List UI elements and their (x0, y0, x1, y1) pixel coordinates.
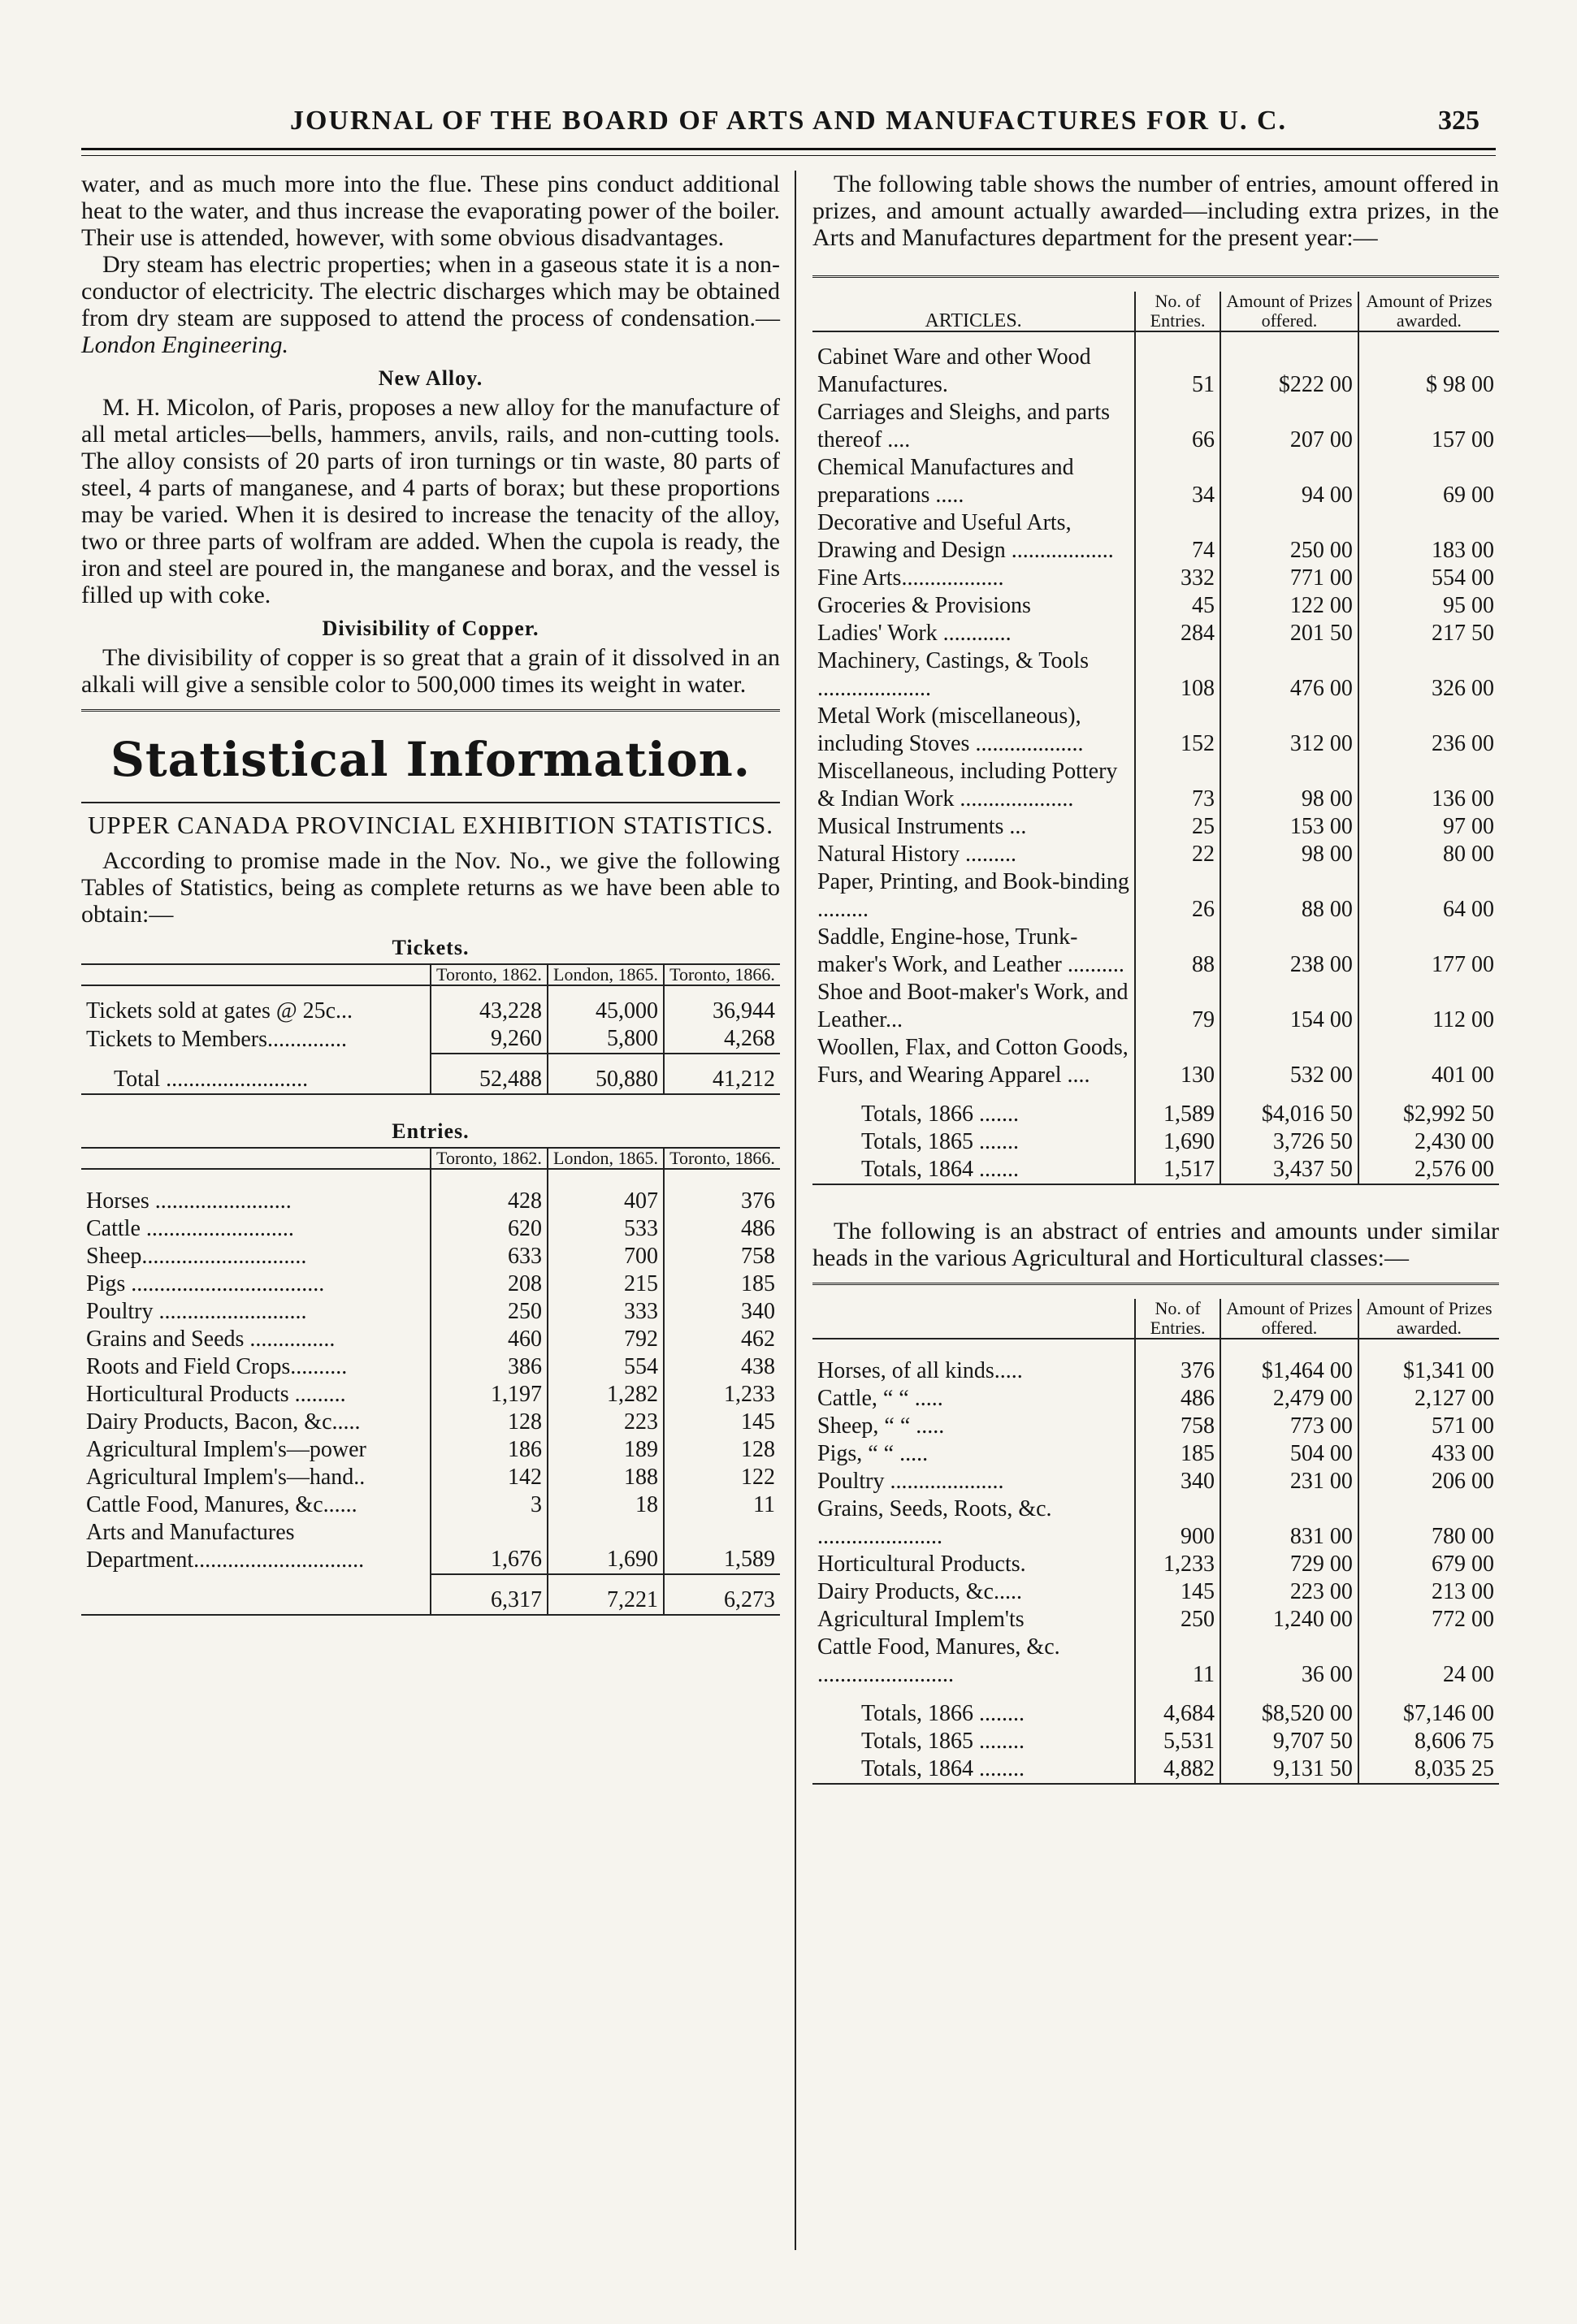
cell-value: 215 (548, 1270, 664, 1298)
cell-value: 154 00 (1220, 979, 1358, 1034)
steam-paragraph: water, and as much more into the flue. These pins conduct additional heat to the water, and thus increase the evaporating power of the boiler. Their use is attended, however, with some obvious disadvantages. (81, 171, 780, 251)
table-row (81, 1436, 780, 1464)
table-row (812, 813, 1499, 841)
cell-value: 185 (741, 1271, 775, 1296)
table-row (812, 1606, 1499, 1634)
cell-value: $1,341 00 (1403, 1358, 1494, 1383)
agri-table (812, 1299, 1499, 1785)
cell-value: 407 (548, 1188, 664, 1215)
cell-value: 1,676 (431, 1519, 548, 1574)
cell-value: 620 (431, 1215, 548, 1243)
table-row (812, 1357, 1499, 1385)
cell-value: 8,606 75 (1415, 1729, 1494, 1754)
cell-value: 36 00 (1220, 1634, 1358, 1689)
row-label: Fine Arts.................. (812, 565, 1135, 592)
cell-value: 504 00 (1220, 1440, 1358, 1468)
cell-value: 45 (1135, 592, 1220, 620)
cell-value: 250 (1135, 1606, 1220, 1634)
exhibition-heading: UPPER CANADA PROVINCIAL EXHIBITION STATISTICS. (87, 811, 774, 839)
cell-value: 3,726 50 (1220, 1128, 1358, 1156)
cell-value: $7,146 00 (1403, 1701, 1494, 1726)
row-label: Groceries & Provisions (812, 592, 1135, 620)
table-row (812, 868, 1499, 924)
cell-value: 1,240 00 (1220, 1606, 1358, 1634)
cell-value: 26 (1135, 868, 1220, 924)
table-row (81, 1381, 780, 1409)
cell-value: 476 00 (1220, 647, 1358, 703)
cell-value: 88 00 (1220, 868, 1358, 924)
row-label: Ladies' Work ............ (812, 620, 1135, 647)
row-label: Agricultural Implem's—power (81, 1436, 431, 1464)
cell-value: $222 00 (1220, 344, 1358, 399)
agri-intro: The following is an abstract of entries and amounts under similar heads in the various Agricultural and Horticultural classes:— (812, 1218, 1499, 1271)
cell-value: 79 (1135, 979, 1220, 1034)
cell-value: 25 (1135, 813, 1220, 841)
cell-value: $2,992 50 (1403, 1101, 1494, 1127)
col-header: Toronto, 1862. (431, 1148, 548, 1169)
cell-value: 1,197 (431, 1381, 548, 1409)
total-row (812, 1101, 1499, 1128)
arts-intro: The following table shows the number of entries, amount offered in prizes, and amount actually awarded—including extra prizes, in the Arts and Manufactures department for the present year:— (812, 171, 1499, 251)
cell-value: 428 (431, 1188, 548, 1215)
total-row (812, 1128, 1499, 1156)
cell-value: 792 (548, 1326, 664, 1353)
cell-value: 1,690 (548, 1519, 664, 1574)
cell-value: $8,520 00 (1220, 1700, 1358, 1728)
table-row: Tickets sold at gates @ 25c... 43,228 45,000 36,944 (81, 998, 780, 1025)
cell-value: 206 00 (1432, 1469, 1494, 1494)
cell-value: 2,127 00 (1415, 1386, 1494, 1411)
row-label: Woollen, Flax, and Cotton Goods, Furs, and Wearing Apparel .... (812, 1034, 1135, 1089)
cell-value: 772 00 (1432, 1607, 1494, 1632)
total-row (812, 1728, 1499, 1755)
entries-header-row (81, 1148, 780, 1169)
table-row (812, 979, 1499, 1034)
cell-value: 185 (1135, 1440, 1220, 1468)
cell-value: 532 00 (1220, 1034, 1358, 1089)
cell-value: 332 (1135, 565, 1220, 592)
cell-value: 460 (431, 1326, 548, 1353)
row-label: Agricultural Implem'ts (812, 1606, 1135, 1634)
row-label: Carriages and Sleighs, and parts thereof .... (812, 399, 1135, 454)
row-label: Pigs .................................. (81, 1270, 431, 1298)
cell-value: 1,690 (1135, 1128, 1220, 1156)
arts-table (812, 292, 1499, 1185)
row-label: Horses ........................ (81, 1188, 431, 1215)
cell-value: 554 (548, 1353, 664, 1381)
cell-value: 633 (431, 1243, 548, 1270)
cell-value: 128 (741, 1437, 775, 1462)
cell-value: $4,016 50 (1220, 1101, 1358, 1128)
header-rule (81, 148, 1496, 156)
cell-value: 1,233 (724, 1382, 775, 1407)
cell-value: 284 (1135, 620, 1220, 647)
cell-value: 9,131 50 (1220, 1755, 1358, 1784)
cell-value: 208 (431, 1270, 548, 1298)
cell-value: 142 (431, 1464, 548, 1491)
total-row (812, 1156, 1499, 1184)
cell-value: 94 00 (1220, 454, 1358, 509)
cell-value: 186 (431, 1436, 548, 1464)
cell-value: 533 (548, 1215, 664, 1243)
cell-value: 80 00 (1443, 842, 1494, 867)
cell-value: 700 (548, 1243, 664, 1270)
table-row (812, 647, 1499, 703)
cell-value: 22 (1135, 841, 1220, 868)
row-label: Totals, 1866 ........ (812, 1700, 1135, 1728)
row-label: Dairy Products, Bacon, &c..... (81, 1409, 431, 1436)
row-label: Pigs, “ “ ..... (812, 1440, 1135, 1468)
section-title: Statistical Information. (110, 732, 751, 787)
row-label: Saddle, Engine-hose, Trunk-maker's Work, and Leather .......... (812, 924, 1135, 979)
entries-table (81, 1147, 780, 1616)
cell-value: 2,430 00 (1415, 1129, 1494, 1154)
cell-value: 5,531 (1135, 1728, 1220, 1755)
right-column (812, 171, 1499, 1785)
row-label: Shoe and Boot-maker's Work, and Leather... (812, 979, 1135, 1034)
cell-value: 231 00 (1220, 1468, 1358, 1495)
cell-value: 122 00 (1220, 592, 1358, 620)
cell-value: 4,684 (1135, 1700, 1220, 1728)
table-row (812, 592, 1499, 620)
cell-value: 69 00 (1443, 483, 1494, 508)
cell-value: 3,437 50 (1220, 1156, 1358, 1184)
row-label: Natural History ......... (812, 841, 1135, 868)
row-label: Totals, 1866 ....... (812, 1101, 1135, 1128)
cell-value: 238 00 (1220, 924, 1358, 979)
cell-value: 157 00 (1432, 427, 1494, 452)
row-label: Arts and Manufactures Department.............................. (81, 1519, 431, 1574)
row-label: Sheep, “ “ ..... (812, 1413, 1135, 1440)
row-label: Machinery, Castings, & Tools .................... (812, 647, 1135, 703)
cell-value: 250 (431, 1298, 548, 1326)
cell-value: 571 00 (1432, 1413, 1494, 1439)
table-row: Tickets to Members.............. 9,260 5,800 4,268 (81, 1025, 780, 1054)
table-row (812, 1413, 1499, 1440)
cell-value: 136 00 (1432, 786, 1494, 811)
table-row (812, 344, 1499, 399)
table-row (812, 1634, 1499, 1689)
agri-header-row: No. of Entries. Amount of Prizes offered. Amount of Prizes awarded. (812, 1299, 1499, 1339)
row-label: Cattle Food, Manures, &c...... (81, 1491, 431, 1519)
alloy-paragraph: M. H. Micolon, of Paris, proposes a new alloy for the manufacture of all metal articles—bells, hammers, anvils, rails, and non-cutting tools. The alloy consists of 20 parts of iron turnings or tin waste, 80 parts of steel, 4 parts of manganese, and 4 parts of borax; but these proportions may be varied. When it is desired to increase the tenacity of the alloy, two or three parts of wolfram are added. When the cupola is ready, the iron and steel are poured in, the manganese and borax, and the vessel is filled up with coke. (81, 394, 780, 608)
cell-value: 189 (548, 1436, 664, 1464)
total-row (812, 1700, 1499, 1728)
row-label: Totals, 1865 ....... (812, 1128, 1135, 1156)
cell-value: 145 (741, 1409, 775, 1435)
col-header: Toronto, 1862. (431, 964, 548, 985)
row-label: Poultry .................... (812, 1468, 1135, 1495)
cell-value: 2,479 00 (1220, 1385, 1358, 1413)
total-row: 6,317 7,221 6,273 (81, 1574, 780, 1615)
cell-value: 24 00 (1443, 1662, 1494, 1687)
row-label: Cattle, “ “ ..... (812, 1385, 1135, 1413)
cell-value: 462 (741, 1326, 775, 1352)
row-label: Grains and Seeds ............... (81, 1326, 431, 1353)
cell-value: 758 (1135, 1413, 1220, 1440)
cell-value: 74 (1135, 509, 1220, 565)
cell-value: 250 00 (1220, 509, 1358, 565)
new-alloy-heading: New Alloy. (378, 366, 483, 390)
cell-value: 729 00 (1220, 1551, 1358, 1578)
row-label: Dairy Products, &c..... (812, 1578, 1135, 1606)
row-label: Miscellaneous, including Pottery & Indian Work .................... (812, 758, 1135, 813)
total-row (812, 1755, 1499, 1784)
cell-value: 122 (741, 1465, 775, 1490)
cell-value: 207 00 (1220, 399, 1358, 454)
row-label: Grains, Seeds, Roots, &c. ...................... (812, 1495, 1135, 1551)
cell-value: 831 00 (1220, 1495, 1358, 1551)
journal-title: JOURNAL OF THE BOARD OF ARTS AND MANUFACTURES FOR U. C. (289, 106, 1288, 136)
cell-value: 4,882 (1135, 1755, 1220, 1784)
tickets-table (81, 963, 780, 1095)
row-label: Metal Work (miscellaneous), including Stoves ................... (812, 703, 1135, 758)
cell-value: 1,589 (1135, 1101, 1220, 1128)
cell-value: 64 00 (1443, 897, 1494, 922)
cell-value: 1,233 (1135, 1551, 1220, 1578)
table-row (812, 1578, 1499, 1606)
cell-value: 679 00 (1432, 1551, 1494, 1577)
cell-value: 386 (431, 1353, 548, 1381)
table-row (812, 924, 1499, 979)
cell-value: 128 (431, 1409, 548, 1436)
cell-value: $ 98 00 (1426, 372, 1494, 397)
cell-value: $1,464 00 (1220, 1357, 1358, 1385)
cell-value: 51 (1135, 344, 1220, 399)
col-header: London, 1865. (548, 1148, 664, 1169)
row-label: Horticultural Products ......... (81, 1381, 431, 1409)
col-header: London, 1865. (548, 964, 664, 985)
cell-value: 333 (548, 1298, 664, 1326)
table-row (81, 1298, 780, 1326)
row-label: Poultry .......................... (81, 1298, 431, 1326)
cell-value: 486 (741, 1216, 775, 1241)
row-label: Totals, 1864 ....... (812, 1156, 1135, 1184)
cell-value: 433 00 (1432, 1441, 1494, 1466)
cell-value: 401 00 (1432, 1062, 1494, 1088)
cell-value: 73 (1135, 758, 1220, 813)
table-row (81, 1353, 780, 1381)
source-citation: London Engineering. (81, 331, 288, 358)
copper-paragraph: The divisibility of copper is so great that a grain of it dissolved in an alkali will give a sensible color to 500,000 times its weight in water. (81, 644, 780, 698)
cell-value: 1,589 (724, 1547, 775, 1572)
arts-header-row: ARTICLES. No. of Entries. Amount of Prizes offered. Amount of Prizes awarded. (812, 292, 1499, 331)
cell-value: 340 (741, 1299, 775, 1324)
table-row (812, 565, 1499, 592)
cell-value: 88 (1135, 924, 1220, 979)
table-row (812, 1034, 1499, 1089)
cell-value: 152 (1135, 703, 1220, 758)
table-row (81, 1519, 780, 1574)
row-label: Decorative and Useful Arts, Drawing and Design .................. (812, 509, 1135, 565)
cell-value: 3 (431, 1491, 548, 1519)
row-label: Cabinet Ware and other Wood Manufactures. (812, 344, 1135, 399)
cell-value: 213 00 (1432, 1579, 1494, 1604)
cell-value: 95 00 (1443, 593, 1494, 618)
cell-value: 312 00 (1220, 703, 1358, 758)
cell-value: 130 (1135, 1034, 1220, 1089)
table-row (812, 841, 1499, 868)
table-row (81, 1409, 780, 1436)
row-label: Horticultural Products. (812, 1551, 1135, 1578)
table-row (812, 620, 1499, 647)
statistics-intro: According to promise made in the Nov. No., we give the following Tables of Statistics, being as complete returns as we have been able to obtain:— (81, 847, 780, 928)
entries-heading: Entries. (392, 1119, 470, 1143)
cell-value: 773 00 (1220, 1413, 1358, 1440)
row-label: Paper, Printing, and Book-binding ......... (812, 868, 1135, 924)
column-divider (795, 171, 796, 2250)
page-header (0, 106, 1577, 146)
table-row (81, 1491, 780, 1519)
dry-steam-paragraph (81, 251, 780, 358)
table-row (812, 703, 1499, 758)
cell-value: 98 00 (1220, 841, 1358, 868)
cell-value: 554 00 (1432, 565, 1494, 591)
table-row (81, 1326, 780, 1353)
page-number: 325 (1438, 106, 1480, 136)
cell-value: 326 00 (1432, 676, 1494, 701)
table-row (812, 1440, 1499, 1468)
cell-value: 8,035 25 (1415, 1756, 1494, 1781)
cell-value: 438 (741, 1354, 775, 1379)
cell-value: 183 00 (1432, 538, 1494, 563)
section-rule-bottom (81, 802, 780, 803)
copper-heading: Divisibility of Copper. (322, 617, 539, 640)
row-label: Cattle Food, Manures, &c. ........................ (812, 1634, 1135, 1689)
cell-value: 153 00 (1220, 813, 1358, 841)
cell-value: 2,576 00 (1415, 1157, 1494, 1182)
table-row (812, 509, 1499, 565)
table-row (812, 399, 1499, 454)
cell-value: 112 00 (1432, 1007, 1494, 1032)
cell-value: 145 (1135, 1578, 1220, 1606)
cell-value: 18 (548, 1491, 664, 1519)
cell-value: 201 50 (1220, 620, 1358, 647)
col-header: Toronto, 1866. (669, 1148, 775, 1168)
row-label: Roots and Field Crops.......... (81, 1353, 431, 1381)
row-label: Agricultural Implem's—hand.. (81, 1464, 431, 1491)
table-row (81, 1270, 780, 1298)
row-label: Cattle .......................... (81, 1215, 431, 1243)
cell-value: 34 (1135, 454, 1220, 509)
cell-value: 97 00 (1443, 814, 1494, 839)
row-label: Sheep............................. (81, 1243, 431, 1270)
row-label: Horses, of all kinds..... (812, 1357, 1135, 1385)
cell-value: 98 00 (1220, 758, 1358, 813)
table-row (812, 1495, 1499, 1551)
table-row (81, 1464, 780, 1491)
cell-value: 758 (741, 1244, 775, 1269)
cell-value: 223 (548, 1409, 664, 1436)
cell-value: 1,282 (548, 1381, 664, 1409)
row-label: Totals, 1865 ........ (812, 1728, 1135, 1755)
table-row (81, 1188, 780, 1215)
table-row (812, 1551, 1499, 1578)
table-row (812, 1385, 1499, 1413)
cell-value: 11 (753, 1492, 775, 1517)
cell-value: 223 00 (1220, 1578, 1358, 1606)
col-header: Toronto, 1866. (669, 964, 775, 985)
cell-value: 376 (741, 1188, 775, 1214)
total-row: Total ......................... 52,488 50,880 41,212 (81, 1054, 780, 1094)
cell-value: 66 (1135, 399, 1220, 454)
cell-value: 1,517 (1135, 1156, 1220, 1184)
cell-value: 9,707 50 (1220, 1728, 1358, 1755)
table-row (812, 758, 1499, 813)
cell-value: 236 00 (1432, 731, 1494, 756)
row-label: Chemical Manufactures and preparations ..... (812, 454, 1135, 509)
table-row (812, 1468, 1499, 1495)
table-row (81, 1243, 780, 1270)
row-label: Musical Instruments ... (812, 813, 1135, 841)
cell-value: 376 (1135, 1357, 1220, 1385)
section-rule (81, 709, 780, 714)
cell-value: 188 (548, 1464, 664, 1491)
cell-value: 11 (1135, 1634, 1220, 1689)
cell-value: 486 (1135, 1385, 1220, 1413)
cell-value: 780 00 (1432, 1524, 1494, 1549)
cell-value: 108 (1135, 647, 1220, 703)
dry-steam-text: Dry steam has electric properties; when in a gaseous state it is a non-conductor of electricity. The electric discharges which may be obtained from dry steam are supposed to attend the process of condensation.— (81, 251, 780, 331)
cell-value: 340 (1135, 1468, 1220, 1495)
cell-value: 217 50 (1432, 621, 1494, 646)
table-row (81, 1215, 780, 1243)
cell-value: 900 (1135, 1495, 1220, 1551)
row-label: Totals, 1864 ........ (812, 1755, 1135, 1784)
cell-value: 177 00 (1432, 952, 1494, 977)
tickets-heading: Tickets. (392, 936, 470, 959)
table-row (812, 454, 1499, 509)
left-column (81, 171, 780, 1616)
cell-value: 771 00 (1220, 565, 1358, 592)
tickets-header-row (81, 964, 780, 985)
